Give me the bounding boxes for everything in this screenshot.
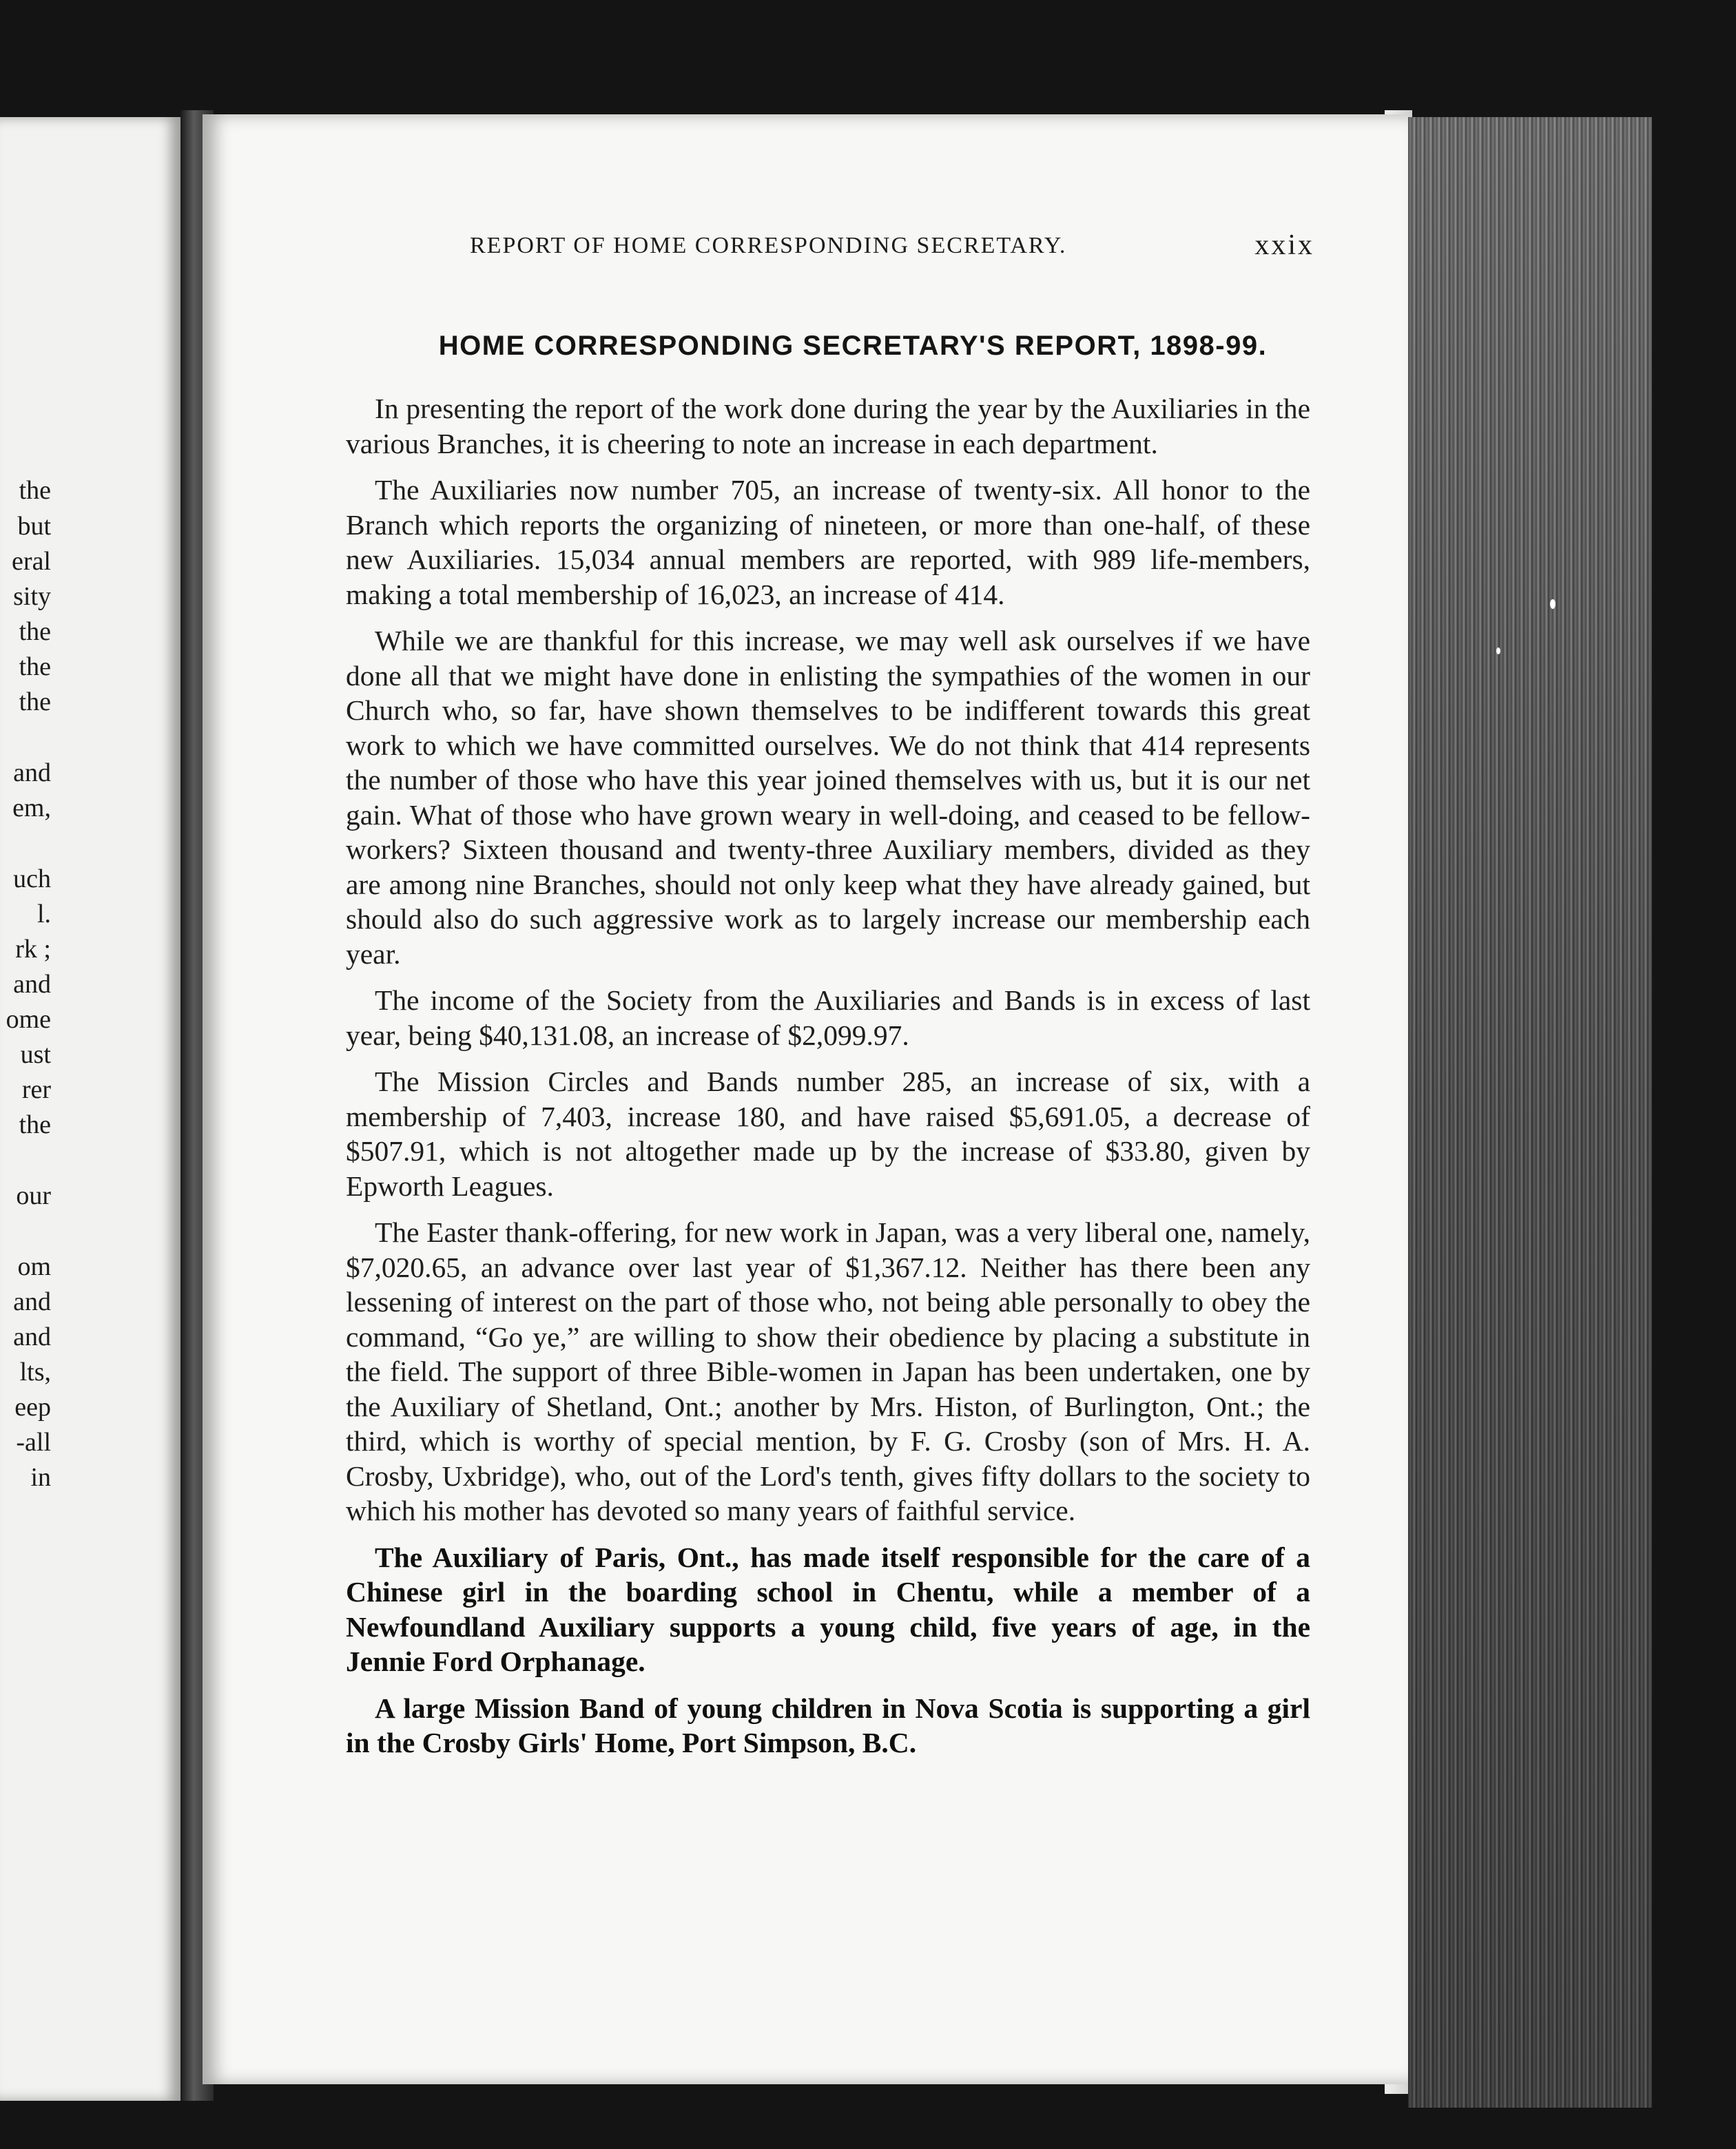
left-fragment: rer: [21, 1075, 51, 1104]
left-fragment: and: [13, 1287, 51, 1316]
paragraph: A large Mission Band of young children in Nova Scotia is supporting a girl in the Crosby Girls' Home, Port Simpson, B.C.: [346, 1692, 1310, 1758]
page-number: xxix: [1254, 229, 1314, 261]
left-fragment: lts,: [19, 1358, 51, 1387]
report-body: [346, 391, 1310, 1772]
paragraph: In presenting the report of the work done during the year by the Auxiliaries in the various Branches, it is cheering to note an increase in each department.: [346, 393, 1310, 459]
left-fragment: the: [19, 1110, 51, 1139]
left-fragment: the: [19, 687, 51, 716]
left-fragment: our: [16, 1181, 51, 1210]
paragraph: While we are thankful for this increase, we may well ask ourselves if we have done all that we might have done in enlisting the sympathies of the women in our Church who, so far, have shown themselves to be indifferent towards this great work to which we have committed ourselves. We do not think that 414 represents the number of those who have this year joined themselves with us, but it is our net gain. What of those who have grown weary in well-doing, and ceased to be fellow-workers? Sixteen thousand and twenty-three Auxiliary members, divided as they are among nine Branches, should not only keep what they have already gained, but should also do such aggressive work as to largely increase our membership each year.: [346, 625, 1310, 970]
left-fragment: sity: [13, 582, 51, 611]
left-fragment: eep: [14, 1393, 51, 1422]
left-fragment: uch: [13, 864, 51, 893]
left-fragment: ome: [6, 1005, 51, 1034]
left-fragment: -all: [16, 1428, 51, 1457]
paragraph: The Easter thank-offering, for new work in Japan, was a very liberal one, namely, $7,020.65, an advance over last year of $1,367.12. Neither has there been any lessening of interest on the part of those who, not being able personally to obey the command, “Go ye,” are willing to show their obedience by placing a substitute in the field. The support of three Bible-women in Japan has been undertaken, one by the Auxiliary of Shetland, Ont.; another by Mrs. Histon, of Burlington, Ont.; the third, which is worthy of special mention, by F. G. Crosby (son of Mrs. H. A. Crosby, Uxbridge), who, out of the Lord's tenth, gives fifty dollars to the society to which his mother has devoted so many years of faithful service.: [346, 1216, 1310, 1526]
running-title: REPORT OF HOME CORRESPONDING SECRETARY.: [470, 233, 1067, 258]
report-heading: HOME CORRESPONDING SECRETARY'S REPORT, 1898-99.: [438, 331, 1268, 361]
left-fragment: l.: [37, 900, 51, 928]
fore-edge-shading: [1408, 117, 1652, 2108]
left-facing-page: [0, 117, 180, 2101]
paragraph: The Auxiliary of Paris, Ont., has made itself responsible for the care of a Chinese girl in the boarding school in Chentu, while a member of a Newfoundland Auxiliary supports a young child, five years of age, in the Jennie Ford Orphanage.: [346, 1541, 1310, 1677]
left-fragment: the: [19, 652, 51, 681]
left-fragment: em,: [12, 793, 51, 822]
left-fragment: the: [19, 617, 51, 646]
left-fragment: but: [17, 512, 51, 541]
running-header: [470, 229, 1314, 271]
left-fragment: eral: [12, 547, 51, 576]
paper-speck: [1550, 599, 1556, 609]
paragraph: The Auxiliaries now number 705, an increase of twenty-six. All honor to the Branch which reports the organizing of nineteen, or more than one-half, of these new Auxiliaries. 15,034 annual members are reported, with 989 life-members, making a total membership of 16,023, an increase of 414.: [346, 474, 1310, 610]
left-fragment: om: [17, 1252, 51, 1281]
paragraph: The income of the Society from the Auxiliaries and Bands is in excess of last year, being $40,131.08, an increase of $2,099.97.: [346, 984, 1310, 1051]
left-fragment: rk ;: [15, 935, 51, 964]
left-fragment: and: [13, 758, 51, 787]
paragraph: The Mission Circles and Bands number 285, an increase of six, with a membership of 7,403, increase 180, and have raised $5,691.05, a decrease of $507.91, which is not altogether made up by the increase of $33.80, given by Epworth Leagues.: [346, 1066, 1310, 1202]
left-fragment: ust: [20, 1040, 51, 1069]
left-fragment: and: [13, 970, 51, 999]
left-fragment: in: [30, 1463, 51, 1492]
paper-speck: [1496, 647, 1500, 654]
left-fragment: and: [13, 1322, 51, 1351]
left-fragment: the: [19, 476, 51, 505]
